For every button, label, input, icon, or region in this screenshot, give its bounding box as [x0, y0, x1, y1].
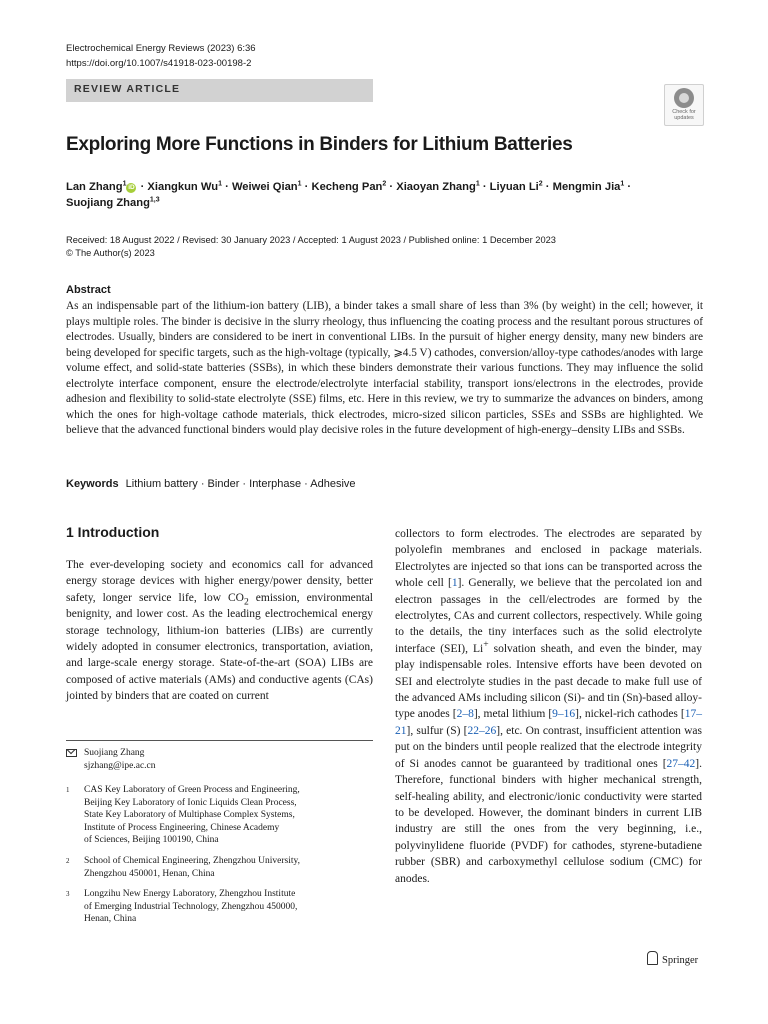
- corresponding-author: Suojiang Zhang: [84, 748, 145, 758]
- article-type-label: REVIEW ARTICLE: [74, 83, 181, 95]
- envelope-icon: [66, 749, 77, 757]
- keywords-list: Lithium battery · Binder · Interphase · Adhesive: [125, 478, 356, 490]
- correspondence: [66, 747, 156, 772]
- orcid-icon[interactable]: iD: [128, 184, 135, 191]
- citation-link[interactable]: 1: [451, 577, 458, 590]
- paragraph: The ever-developing society and economics call for advanced energy storage devices with higher energy/power density, better safety, longer service life, low $CO_2$ emission, environmental benignity, and lower cost. As the leading electrochemical energy storage technology, lithium-ion batteries (LIBs) are currently widely adopted in consumer electronics, transportation, aviation, and large-scale energy storage. State-of-the-art (SOA) LIBs are composed of active materials (AMs) and conductive agents (CAs) jointed by binders that are coated on current: [66, 559, 373, 703]
- history-line: Received: 18 August 2022 / Revised: 30 January 2023 / Accepted: 1 August 2023 / Published online: 1 December 2023: [66, 235, 556, 245]
- citation-link[interactable]: 2–8: [456, 708, 474, 721]
- publisher-logo: [647, 951, 698, 966]
- author[interactable]: Suojiang Zhang$^{1,3}$: [66, 195, 160, 209]
- corresponding-email[interactable]: sjzhang@ipe.ac.cn: [84, 760, 156, 771]
- citation-link[interactable]: 17–21: [395, 708, 702, 737]
- citation-link[interactable]: 27–42: [666, 757, 696, 770]
- citation-link[interactable]: 9–16: [552, 708, 576, 721]
- journal-info: [66, 41, 256, 71]
- abstract-text: As an indispensable part of the lithium-ion battery (LIB), a binder takes a small share of less than 3% (by weight) in the cell; however, it plays multiple roles. The binder is decisive in the slurry rheology, thus influencing the coating process and the resultant porous structures of electrodes. Usually, binders are considered to be inert in conventional LIBs. In the pursuit of higher energy density, many new binders are being developed for specific targets, such as the high-voltage (typically, ⩾4.5 V) cathodes, conversion/alloy-type cathodes/anodes with large volume effect, and solid-state batteries (SSBs), in which these binders demonstrate their various functions. They may influence the solid electrolyte interface component, ensure the electrode/electrolyte interfacial stability, transport ions/electrons in the electrodes, provide adhesion and flexibility to solid-state electrolyte (SSE) films, etc. Here in this review, we try to summarize the advances on binders, among which the ones for high-voltage cathode materials, thick electrodes, micro-sized silicon particles, SSEs and SSBs are highlighted. We believe that the advanced functional binders would play decisive roles in the future development of high-energy–density LIBs and SSBs.: [66, 300, 703, 436]
- article-type-banner: [66, 79, 373, 102]
- journal-citation: Electrochemical Energy Reviews (2023) 6:36: [66, 43, 256, 54]
- copyright-line: © The Author(s) 2023: [66, 248, 155, 258]
- abstract-heading: Abstract: [66, 284, 111, 296]
- citation-link[interactable]: 22–26: [467, 724, 497, 737]
- author[interactable]: Mengmin Jia$^1$: [552, 180, 625, 193]
- footnote-divider: [66, 740, 373, 741]
- keywords-label: Keywords: [66, 478, 119, 490]
- check-updates-icon: [674, 88, 694, 108]
- paper-title: Exploring More Functions in Binders for Lithium Batteries: [66, 134, 573, 155]
- body-column-right: [395, 526, 702, 887]
- section-heading-introduction: 1 Introduction: [66, 524, 160, 540]
- paragraph: collectors to form electrodes. The electrodes are separated by polyolefin membranes and enclosed in package materials. Electrolytes are injected so that ions can be transported across the whole cell [1]. Generally, we believe that the percolated ion and electron passages in the cell/electrodes are formed by the electrolytes, CAs and current collectors, respectively. While going to the details, the tiny interfaces such as the solid electrolyte interface (SEI), Li+ solvation sheath, and even the binder, may play indispensable roles. Intensive efforts have been devoted on SEI and electrolyte studies in the past decade to make full use of the advanced AMs including silicon (Si)- and tin (Sn)-based alloy-type anodes [2–8], metal lithium [9–16], nickel-rich cathodes [17–21], sulfur (S) [22–26], etc. On contrast, insufficient attention was put on the binders until people realized that the electrode integrity of Si anodes cannot be guaranteed by traditional ones [27–42]. Therefore, functional binders with higher mechanical strength, self-healing ability, and electronic/ionic conductivity were started to be developed. However, the dominant binders in current LIB industry are still the ones from the very beginning, i.e., polyvinylidene fluoride (PVDF) for cathodes, styrene-butadiene rubber (SBR) and carboxymethyl cellulose sodium (CMC) for anodes.: [395, 528, 703, 885]
- author-list: Lan Zhang$^1$iD · Xiangkun $Wu^1$ · Weiwei Qian$^1$ · Kecheng Pan$^2$ · Xiaoyan Zhang$^1$ · Liyuan $Li^2$ · Mengmin Jia$^1$ · Suojiang Zhang$^{1,3}$: [66, 180, 632, 209]
- springer-horse-icon: [647, 951, 658, 965]
- author[interactable]: Xiangkun Wu$^1$: [147, 180, 222, 193]
- author[interactable]: Weiwei Qian$^1$: [231, 180, 302, 193]
- affiliation: 1 CAS Key Laboratory of Green Process and Engineering, Beijing Key Laboratory of Ionic Liquids Clean Process, State Key Laboratory of Multiphase Complex Systems, Institute of Process Engineering, Chinese Academy of Sciences, Beijing 100190, China: [66, 785, 300, 845]
- keywords: [66, 478, 356, 490]
- check-for-updates-badge[interactable]: Check for updates: [664, 84, 704, 126]
- publication-dates: [66, 234, 556, 260]
- author[interactable]: Lan Zhang$^1$iD: [66, 180, 135, 193]
- author[interactable]: Kecheng Pan$^2$: [311, 180, 387, 193]
- publisher-name: Springer: [662, 955, 699, 966]
- body-column-left: [66, 557, 373, 705]
- author[interactable]: Liyuan Li$^2$: [489, 180, 543, 193]
- author[interactable]: Xiaoyan Zhang$^1$: [396, 180, 480, 193]
- affiliation: 3 Longzihu New Energy Laboratory, Zhengzhou Institute of Emerging Industrial Technology, Zhengzhou 450000, Henan, China: [66, 889, 298, 924]
- doi-link[interactable]: https://doi.org/10.1007/s41918-023-00198-2: [66, 58, 252, 69]
- affiliation: 2 School of Chemical Engineering, Zhengzhou University, Zhengzhou 450001, Henan, China: [66, 856, 300, 879]
